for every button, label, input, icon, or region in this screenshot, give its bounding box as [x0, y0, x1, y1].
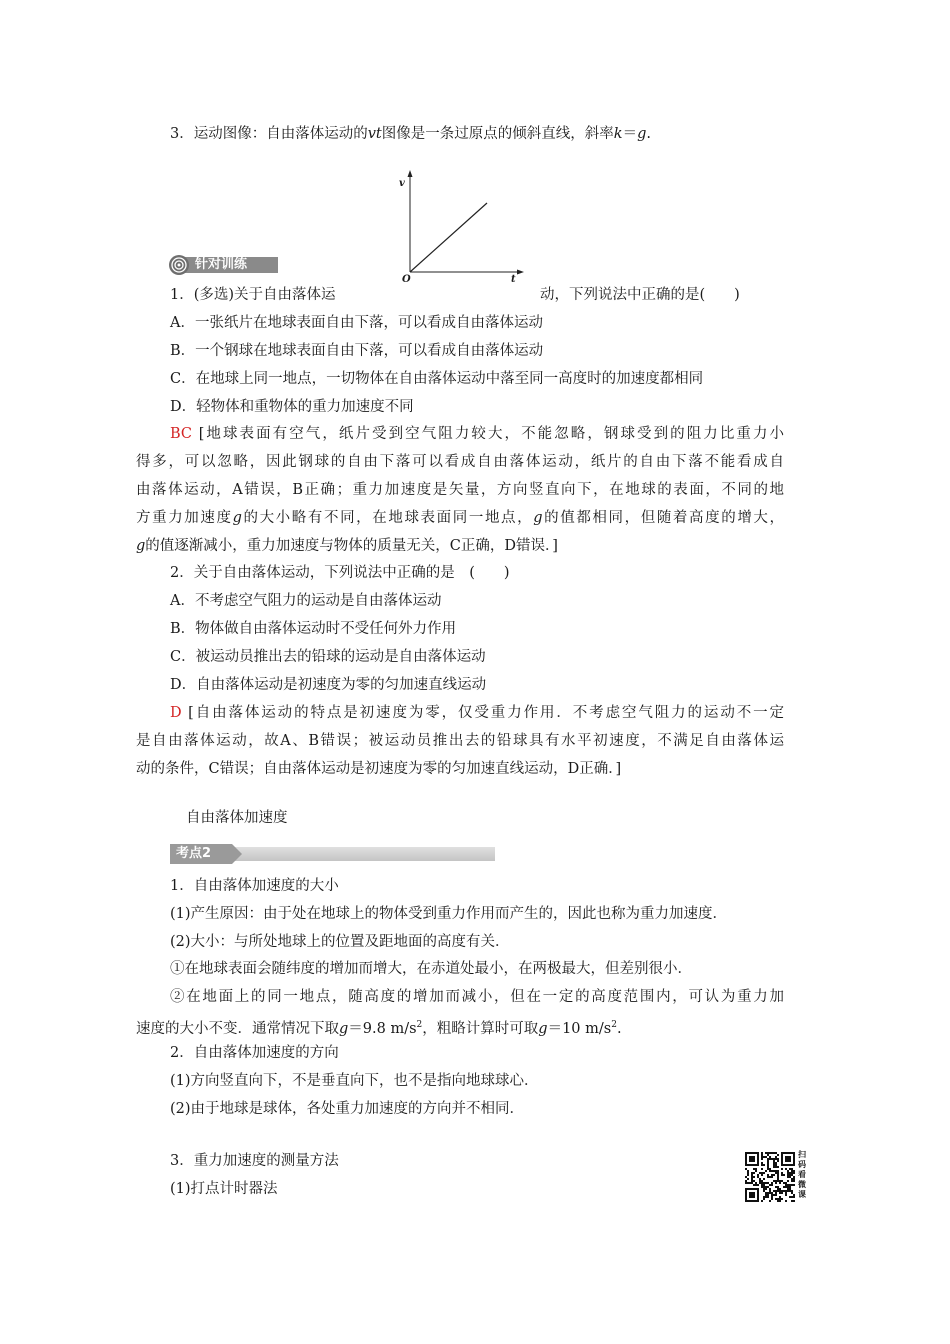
q1-stem-right: 动，下列说法中正确的是( ) [540, 287, 740, 303]
point-3-line [170, 124, 651, 144]
q1-explanation-line-1: BC [地球表面有空气，纸片受到空气阻力较大，不能忽略，钢球受到的阻力比重力小 [170, 426, 784, 442]
s2-line-4: ①在地球表面会随纬度的增加而增大，在赤道处最小，在两极最大，但差别很小． [170, 961, 692, 977]
v-axis-label: v [399, 178, 405, 189]
q2-explanation-line-1: D [自由落体运动的特点是初速度为零，仅受重力作用．不考虑空气阻力的运动不一定 [170, 705, 785, 721]
origin-label: O [402, 274, 411, 285]
practice-badge-label: 针对训练 [195, 257, 248, 272]
q1-answer: BC [170, 426, 193, 442]
s2-line-2: (1)产生原因：由于处在地球上的物体受到重力作用而产生的，因此也称为重力加速度． [170, 906, 728, 922]
point-3-prefix: 3．运动图像：自由落体运动的 [170, 126, 368, 142]
q1-option-d: D．轻物体和重物体的重力加速度不同 [170, 399, 414, 415]
q1-option-c: C．在地球上同一地点，一切物体在自由落体运动中落至同一高度时的加速度都相同 [170, 371, 704, 387]
q1-stem-left: 1．(多选)关于自由落体运 [170, 287, 336, 303]
q2-option-b: B．物体做自由落体运动时不受任何外力作用 [170, 621, 457, 637]
qr-code-icon[interactable] [745, 1152, 795, 1202]
q2-explanation-line-2: 是自由落体运动，故A、B错误；被运动员推出去的铅球具有水平初速度，不满足自由落体运 [136, 733, 784, 749]
q1-option-b: B．一个钢球在地球表面自由下落，可以看成自由落体运动 [170, 343, 544, 359]
vt-label: vt [367, 126, 382, 142]
kaodian-2-tag [170, 844, 495, 864]
q2-option-d: D．自由落体运动是初速度为零的匀加速直线运动 [170, 677, 487, 693]
vt-line [410, 203, 487, 272]
s2-line-5: ②在地面上的同一地点，随高度的增加而减小，但在一定的高度范围内，可认为重力加 [170, 989, 784, 1005]
s2-line-10: 3．重力加速度的测量方法 [170, 1153, 339, 1169]
vt-graph [380, 168, 525, 290]
point-3-middle: 图像是一条过原点的倾斜直线，斜率 [381, 126, 614, 142]
q2-option-c: C．被运动员推出去的铅球的运动是自由落体运动 [170, 649, 486, 665]
point-3-end: . [646, 126, 651, 142]
practice-badge [168, 254, 278, 276]
kaodian-2-label: 考点2 [176, 846, 212, 861]
x-axis-arrow [517, 270, 524, 275]
k-symbol: k [613, 126, 623, 142]
q2-stem: 2．关于自由落体运动，下列说法中正确的是 ( ) [170, 565, 510, 581]
q2-answer: D [170, 705, 182, 721]
s2-line-3: (2)大小：与所处地球上的位置及距地面的高度有关． [170, 934, 510, 950]
q1-explanation-line-2: 得多，可以忽略，因此钢球的自由下落可以看成自由落体运动，纸片的自由下落不能看成自 [136, 454, 784, 470]
s2-line-9: (2)由于地球是球体，各处重力加速度的方向并不相同． [170, 1101, 525, 1117]
q1-explanation-line-3: 由落体运动，A错误，B正确；重力加速度是矢量，方向竖直向下，在地球的表面，不同的地 [136, 482, 784, 498]
y-axis-arrow [408, 170, 413, 177]
eq-sign: ＝ [622, 126, 638, 142]
q1-explanation-line-4: 方重力加速度g的大小略有不同，在地球表面同一地点，g的值都相同，但随着高度的增大， [136, 510, 785, 526]
s2-line-6: 速度的大小不变．通常情况下取g＝9.8 $m/s^2$，粗略计算时可取g＝10 $m/s^2$. [136, 1020, 622, 1037]
qr-caption: 扫码看微课 [798, 1150, 806, 1199]
section-2-heading: 自由落体加速度 [186, 810, 288, 826]
s2-line-1: 1．自由落体加速度的大小 [170, 878, 339, 894]
g-symbol: g [637, 126, 647, 142]
s2-line-7: 2．自由落体加速度的方向 [170, 1045, 339, 1061]
q2-option-a: A．不考虑空气阻力的运动是自由落体运动 [170, 593, 442, 609]
q1-explanation-line-5: g的值逐渐减小，重力加速度与物体的质量无关，C正确，D错误．] [136, 538, 558, 554]
t-axis-label: t [511, 274, 516, 285]
q1-option-a: A．一张纸片在地球表面自由下落，可以看成自由落体运动 [170, 315, 543, 331]
q2-explanation-line-3: 动的条件，C错误；自由落体运动是初速度为零的匀加速直线运动，D正确．] [136, 761, 622, 777]
s2-line-8: (1)方向竖直向下，不是垂直向下，也不是指向地球球心． [170, 1073, 539, 1089]
s2-line-11: (1)打点计时器法 [170, 1181, 278, 1197]
